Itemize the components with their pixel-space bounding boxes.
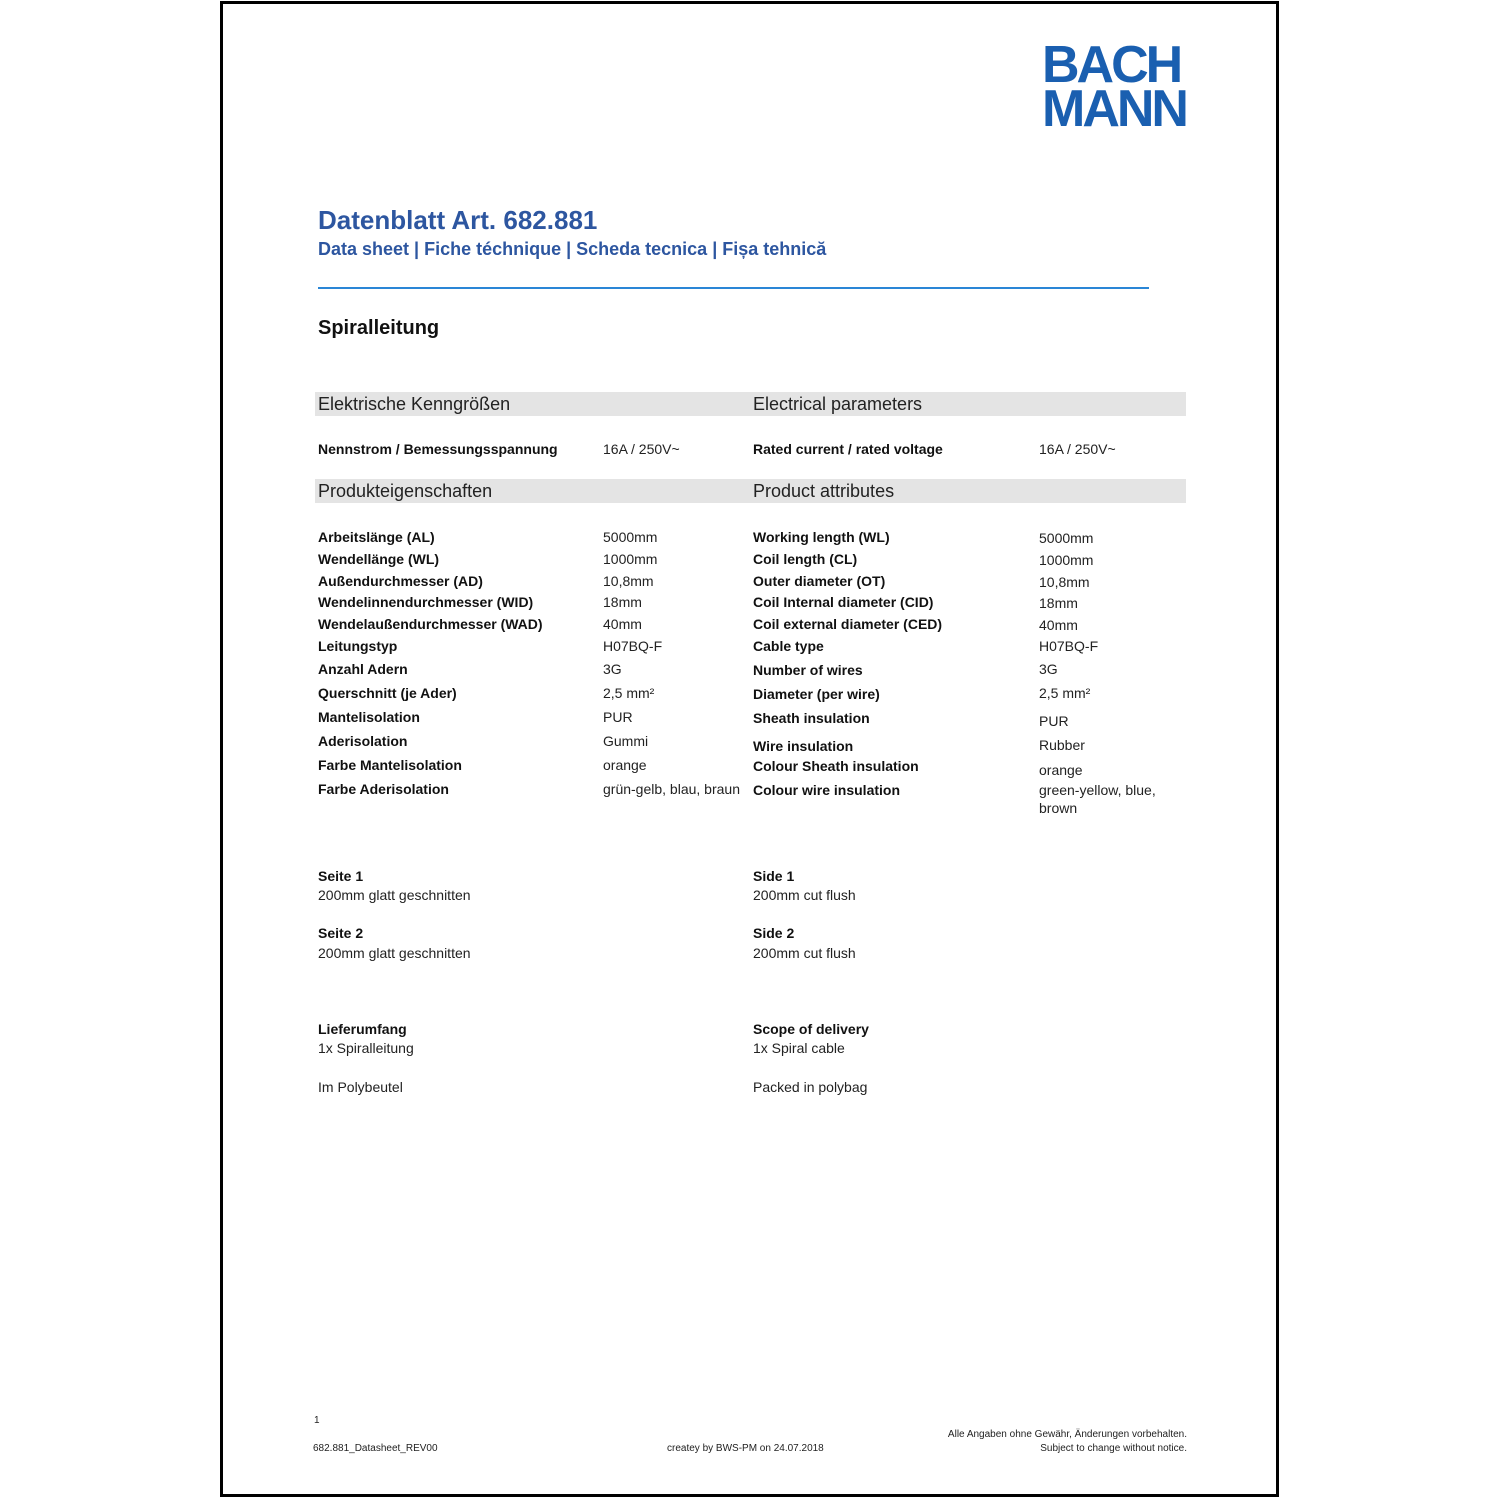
- attr-value-de: PUR: [603, 709, 633, 725]
- attr-label-en: Outer diameter (OT): [753, 573, 886, 589]
- attr-value-en: 2,5 mm²: [1039, 685, 1091, 701]
- attr-label-en: Colour wire insulation: [753, 782, 901, 798]
- attr-label-en: Coil Internal diameter (CID): [753, 594, 934, 610]
- document-id: 682.881_Datasheet_REV00: [313, 1443, 438, 1454]
- attr-label-de: Arbeitslänge (AL): [318, 529, 435, 545]
- delivery-packing-de: Im Polybeutel: [318, 1079, 403, 1095]
- attr-value-en: green-yellow, blue,: [1039, 782, 1156, 798]
- spec-value-en: 16A / 250V~: [1039, 441, 1116, 457]
- side1-value-de: 200mm glatt geschnitten: [318, 887, 471, 903]
- side1-value-en: 200mm cut flush: [753, 887, 856, 903]
- attr-value-en: 5000mm: [1039, 530, 1094, 546]
- created-info: createy by BWS-PM on 24.07.2018: [667, 1443, 824, 1454]
- attr-value-de: 10,8mm: [603, 573, 654, 589]
- attr-label-en: Wire insulation: [753, 738, 854, 754]
- attr-label-de: Farbe Mantelisolation: [318, 757, 462, 773]
- disclaimer-en: Subject to change without notice.: [1040, 1443, 1187, 1454]
- logo-line-1: BACH: [1042, 36, 1181, 94]
- logo-line-2: MANN: [1042, 80, 1186, 138]
- product-name: Spiralleitung: [318, 317, 440, 339]
- section-header-attributes: [315, 479, 1186, 503]
- attr-label-de: Mantelisolation: [318, 709, 420, 725]
- delivery-item-en: 1x Spiral cable: [753, 1040, 845, 1056]
- delivery-heading-de: Lieferumfang: [318, 1021, 407, 1037]
- disclaimer-de: Alle Angaben ohne Gewähr, Änderungen vorbehalten.: [947, 1429, 1187, 1440]
- bachmann-logo: [1042, 36, 1188, 138]
- attr-value-en: orange: [1039, 762, 1083, 778]
- section-header-electrical: [315, 392, 1186, 416]
- spec-label-de: Nennstrom / Bemessungsspannung: [318, 441, 558, 457]
- attr-label-de: Außendurchmesser (AD): [318, 573, 483, 589]
- attr-value-de: 5000mm: [603, 529, 658, 545]
- side1-label-de: Seite 1: [318, 868, 364, 884]
- attr-value-en: PUR: [1039, 713, 1069, 729]
- attr-label-de: Farbe Aderisolation: [318, 781, 449, 797]
- delivery-packing-en: Packed in polybag: [753, 1079, 868, 1095]
- attr-label-de: Querschnitt (je Ader): [318, 685, 457, 701]
- attr-label-en: Sheath insulation: [753, 710, 870, 726]
- section-title-en: Electrical parameters: [753, 394, 923, 414]
- attr-value-de: H07BQ-F: [603, 638, 663, 654]
- side2-label-en: Side 2: [753, 925, 795, 941]
- attr-label-en: Diameter (per wire): [753, 686, 880, 702]
- attr-label-de: Anzahl Adern: [318, 661, 408, 677]
- attr-value-en: 3G: [1039, 661, 1058, 677]
- section-title-de: Produkteigenschaften: [318, 481, 493, 501]
- attr-label-de: Aderisolation: [318, 733, 408, 749]
- attr-value-en: 10,8mm: [1039, 574, 1090, 590]
- attr-value-de: grün-gelb, blau, braun: [603, 781, 740, 797]
- spec-label-en: Rated current / rated voltage: [753, 441, 943, 457]
- attr-value-de: 3G: [603, 661, 622, 677]
- attr-label-de: Leitungstyp: [318, 638, 398, 654]
- attr-label-en: Coil length (CL): [753, 551, 858, 567]
- attr-value-de: orange: [603, 757, 647, 773]
- page-title: Datenblatt Art. 682.881: [318, 205, 598, 235]
- attr-value-en: 40mm: [1039, 617, 1078, 633]
- side1-label-en: Side 1: [753, 868, 795, 884]
- attr-label-de: Wendelaußendurchmesser (WAD): [318, 616, 543, 632]
- attr-label-de: Wendelinnendurchmesser (WID): [318, 594, 534, 610]
- attr-label-en: Coil external diameter (CED): [753, 616, 943, 632]
- attr-label-en: Cable type: [753, 638, 824, 654]
- attr-value-de: 2,5 mm²: [603, 685, 655, 701]
- section-title-en: Product attributes: [753, 481, 895, 501]
- attr-value-en: Rubber: [1039, 737, 1085, 753]
- attr-value-en: 1000mm: [1039, 552, 1094, 568]
- attr-label-de: Wendellänge (WL): [318, 551, 440, 567]
- attr-label-en: Colour Sheath insulation: [753, 758, 919, 774]
- delivery-item-de: 1x Spiralleitung: [318, 1040, 414, 1056]
- attr-value-en: 18mm: [1039, 595, 1078, 611]
- delivery-heading-en: Scope of delivery: [753, 1021, 869, 1037]
- side2-value-de: 200mm glatt geschnitten: [318, 945, 471, 961]
- attr-value-de: 18mm: [603, 594, 642, 610]
- side2-label-de: Seite 2: [318, 925, 364, 941]
- attr-label-en: Working length (WL): [753, 529, 890, 545]
- side2-value-en: 200mm cut flush: [753, 945, 856, 961]
- attr-value-en-continued: brown: [1039, 800, 1078, 816]
- section-title-de: Elektrische Kenngrößen: [318, 394, 511, 414]
- header-divider: [318, 287, 1149, 289]
- page-number: 1: [314, 1415, 320, 1426]
- attr-value-en: H07BQ-F: [1039, 638, 1099, 654]
- attr-value-de: Gummi: [603, 733, 649, 749]
- page-subtitle: Data sheet | Fiche téchnique | Scheda tecnica | Fișa tehnică: [318, 239, 827, 259]
- attr-value-de: 1000mm: [603, 551, 658, 567]
- attr-value-de: 40mm: [603, 616, 642, 632]
- attr-label-en: Number of wires: [753, 662, 863, 678]
- spec-value-de: 16A / 250V~: [603, 441, 680, 457]
